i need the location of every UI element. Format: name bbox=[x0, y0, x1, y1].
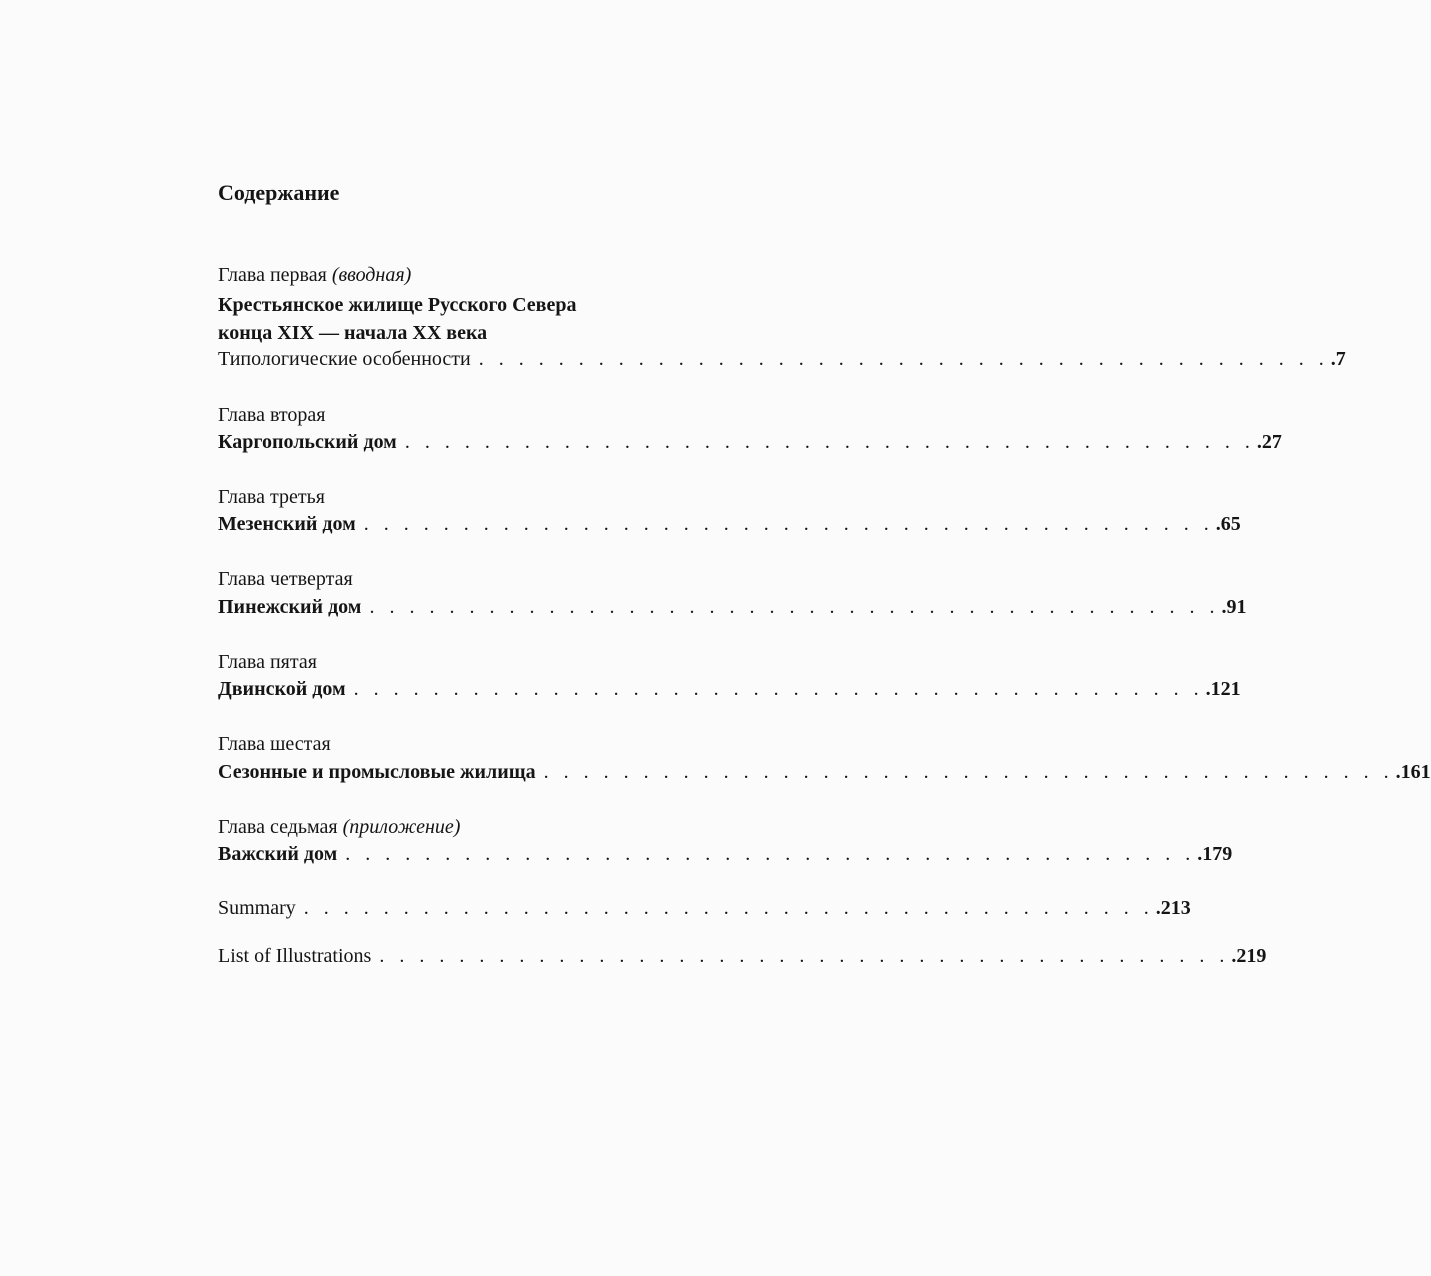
toc-entry-chapter-1[interactable] bbox=[218, 345, 1346, 373]
dot-leader: . . . . . . . . . . . . . . . . . . . . . . . . . . . . . . . . . . . . . . . . . . . bbox=[543, 761, 1394, 783]
chapter-1-title-line-2: конца XIX — начала XX века bbox=[218, 322, 488, 344]
toc-entry-label: Важский дом bbox=[218, 843, 338, 865]
dot-leader: . . . . . . . . . . . . . . . . . . . . . . . . . . . . . . . . . . . . . . . . . . . bbox=[345, 843, 1196, 865]
dot-leader: . . . . . . . . . . . . . . . . . . . . . . . . . . . . . . . . . . . . . . . . . . . bbox=[379, 945, 1230, 967]
dot-leader: . . . . . . . . . . . . . . . . . . . . . . . . . . . . . . . . . . . . . . . . . . . bbox=[303, 897, 1154, 919]
chapter-6-kicker: Глава шестая bbox=[218, 733, 331, 755]
toc-entry-summary[interactable] bbox=[218, 894, 1191, 922]
toc-entry-chapter-7[interactable] bbox=[218, 840, 1233, 868]
toc-entry-label: Мезенский дом bbox=[218, 513, 356, 535]
toc-entry-label: Двинской дом bbox=[218, 678, 346, 700]
toc-page-number: .65 bbox=[1215, 513, 1241, 535]
toc-page-number: .219 bbox=[1231, 945, 1267, 967]
toc-entry-label: Пинежский дом bbox=[218, 596, 362, 618]
toc-page-number: .161 bbox=[1395, 761, 1431, 783]
page-title: Содержание bbox=[218, 180, 340, 205]
toc-entry-label: Сезонные и промысловые жилища bbox=[218, 761, 536, 783]
chapter-7-kicker-line bbox=[218, 813, 680, 841]
dot-leader: . . . . . . . . . . . . . . . . . . . . . . . . . . . . . . . . . . . . . . . . . . . bbox=[363, 513, 1214, 535]
toc-page-number: .121 bbox=[1205, 678, 1241, 700]
chapter-1-kicker-note: (вводная) bbox=[331, 264, 412, 286]
toc-entry-chapter-2[interactable] bbox=[218, 428, 1282, 456]
toc-entry-chapter-3[interactable] bbox=[218, 510, 1241, 538]
toc-page-number: .213 bbox=[1155, 897, 1191, 919]
toc-entry-chapter-4[interactable] bbox=[218, 593, 1247, 621]
chapter-1-kicker: Глава первая bbox=[218, 264, 327, 286]
toc-page-number: .91 bbox=[1221, 596, 1247, 618]
chapter-4-kicker: Глава четвертая bbox=[218, 568, 353, 590]
toc-page-number: .179 bbox=[1197, 843, 1233, 865]
toc-entry-label: Типологические особенности bbox=[218, 348, 471, 370]
chapter-7-kicker-note: (приложение) bbox=[342, 816, 461, 838]
toc-entry-label: Каргопольский дом bbox=[218, 431, 397, 453]
toc-entry-chapter-6[interactable] bbox=[218, 758, 1431, 786]
dot-leader: . . . . . . . . . . . . . . . . . . . . . . . . . . . . . . . . . . . . . . . . . . . bbox=[478, 348, 1329, 370]
toc-page-number: .27 bbox=[1256, 431, 1282, 453]
chapter-1-kicker-line bbox=[218, 261, 680, 289]
chapter-5-kicker: Глава пятая bbox=[218, 651, 317, 673]
toc-entry-label: List of Illustrations bbox=[218, 945, 372, 967]
chapter-7-kicker: Глава седьмая bbox=[218, 816, 338, 838]
chapter-2-kicker: Глава вторая bbox=[218, 404, 326, 426]
dot-leader: . . . . . . . . . . . . . . . . . . . . . . . . . . . . . . . . . . . . . . . . . . . bbox=[369, 596, 1220, 618]
dot-leader: . . . . . . . . . . . . . . . . . . . . . . . . . . . . . . . . . . . . . . . . . . . bbox=[404, 431, 1255, 453]
dot-leader: . . . . . . . . . . . . . . . . . . . . . . . . . . . . . . . . . . . . . . . . . . . bbox=[353, 678, 1204, 700]
chapter-3-kicker: Глава третья bbox=[218, 486, 325, 508]
chapter-1-title-line-1: Крестьянское жилище Русского Севера bbox=[218, 294, 577, 316]
toc-entry-chapter-5[interactable] bbox=[218, 675, 1241, 703]
toc-entry-label: Summary bbox=[218, 897, 296, 919]
toc-page-number: .7 bbox=[1330, 348, 1346, 370]
toc-entry-list-of-illustrations[interactable] bbox=[218, 942, 1267, 970]
